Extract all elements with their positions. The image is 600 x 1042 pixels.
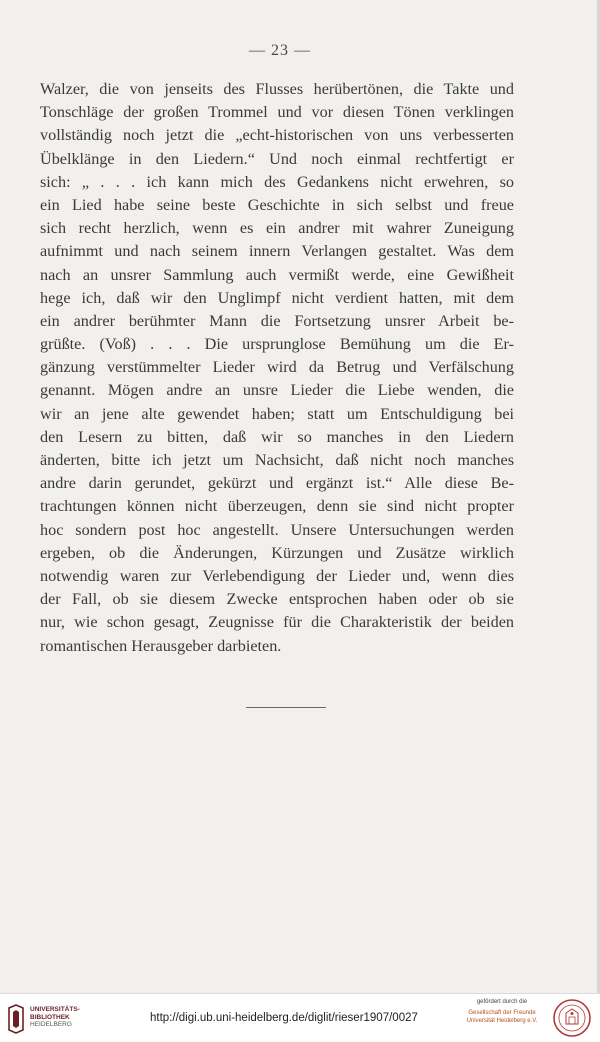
text-line: änderten, bitte ich jetzt um Nachsicht, daß nicht noch manches	[40, 451, 514, 469]
text-line: genannt. Mögen andre an unsre Lieder die Liebe wenden, die	[40, 381, 514, 400]
library-name	[30, 1006, 90, 1029]
text-line: Tonschläge der großen Trommel und vor diesen Tönen verklingen	[40, 103, 514, 122]
sponsor-label: gefördert durch die	[476, 999, 528, 1005]
text-line: ein Lied habe seine beste Geschichte in sich selbst und freue	[40, 195, 514, 214]
text-line: romantischen Herausgeber darbieten.	[40, 636, 282, 655]
text-line: hoc sondern post hoc angestellt. Unsere Untersuchungen werden	[40, 520, 514, 539]
library-name-line: BIBLIOTHEK	[30, 1013, 70, 1021]
text-line: nur, wie schon gesagt, Zeugnisse für die Charakteristik der beiden	[40, 613, 514, 632]
text-line: wir an jene alte gewendet haben; statt um Entschuldigung bei	[40, 404, 514, 423]
sponsor-block	[462, 999, 542, 1025]
text-line: vollständig noch jetzt die „echt-historischen von uns verbesserten	[40, 126, 514, 145]
text-line: ein andrer berühmter Mann die Fortsetzung unsrer Arbeit be-	[40, 311, 514, 330]
text-line: ergeben, ob die Änderungen, Kürzungen und Zusätze wirklich	[40, 543, 514, 562]
text-line: aufnimmt und nach seinem innern Verlangen gestaltet. Was dem	[40, 242, 514, 261]
text-line: Übelklänge in den Liedern.“ Und noch einmal rechtfertigt er	[40, 149, 514, 168]
text-line: trachtungen können nicht überzeugen, denn sie sind nicht propter	[40, 497, 514, 516]
sponsor-name-line: Gesellschaft der Freunde	[468, 1010, 536, 1016]
library-name-line: HEIDELBERG	[30, 1021, 72, 1028]
body-text	[40, 78, 514, 658]
text-line: sich: „ . . . ich kann mich des Gedankens nicht erwehren, so	[40, 172, 514, 191]
page-number: — 23 —	[249, 42, 311, 59]
section-divider	[246, 707, 326, 708]
text-line: gänzung verstümmelter Lieder wird da Betrug und Verfälschung	[40, 358, 514, 377]
text-line: der Fall, ob sie diesem Zwecke entsprochen haben oder ob sie	[40, 590, 514, 609]
library-name-line: UNIVERSITÄTS-	[30, 1006, 80, 1013]
text-line: grüßte. (Voß) . . . Die ursprunglose Bemühung um die Er-	[40, 335, 514, 354]
library-logo-icon	[6, 1004, 26, 1034]
digitization-footer	[0, 993, 600, 1042]
text-line: den Lesern zu bitten, daß wir so manches in den Liedern	[40, 427, 514, 446]
text-line: Walzer, die von jenseits des Flusses herübertönen, die Takte und	[40, 80, 514, 98]
permalink-url[interactable]: http://digi.ub.uni-heidelberg.de/diglit/rieser1907/0027	[150, 1012, 418, 1024]
sponsor-name-line: Universität Heidelberg e.V.	[466, 1018, 538, 1024]
text-line: nach an unsrer Sammlung auch vermißt werde, eine Gewißheit	[40, 265, 514, 284]
text-line: andre darin gerundet, gekürzt und ergänzt ist.“ Alle diese Be-	[40, 474, 514, 493]
university-seal-icon	[552, 998, 592, 1038]
text-line: sich recht herzlich, wenn es ein andrer mit wahrer Zuneigung	[40, 219, 514, 238]
text-line: hege ich, daß wir den Unglimpf nicht verdient hatten, mit dem	[40, 288, 514, 307]
text-line: notwendig waren zur Verlebendigung der Lieder und, wenn dies	[40, 566, 514, 585]
